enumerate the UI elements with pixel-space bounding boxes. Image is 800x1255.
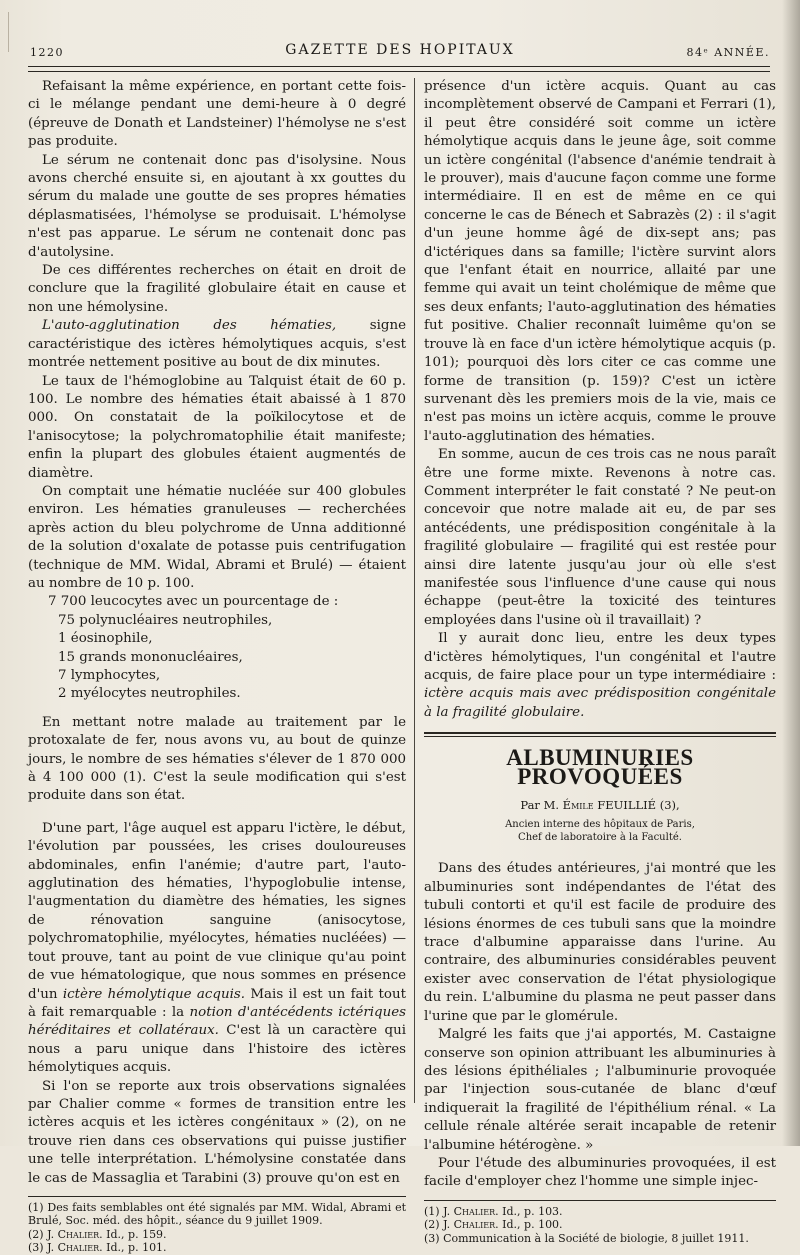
volume-year: 84ᵉ ANNÉE. [686, 46, 770, 59]
paragraph: Le taux de l'hémoglobine au Talquist était de 60 p. 100. Le nombre des hématies était abaissé à 1 870 000. On constatait de la poïkilocytose et de l'anisocytose; la polychromatophilie était manifeste; enfin la plupart des globules étaient augmentés de diamètre. [28, 373, 406, 481]
paragraph: Il y aurait donc lieu, entre les deux types d'ictères hémolytiques, l'un congénital et l'autre acquis, de faire place pour un type intermédiaire : ictère acquis mais avec prédisposition congénitale à la fragilité globulaire. [424, 631, 776, 720]
paragraph: En somme, aucun de ces trois cas ne nous paraît être une forme mixte. Revenons à notre cas. Comment interpréter le fait constaté ? Ne peut-on concevoir que notre malade ait eu, de par ses antécédents, une prédisposition congénitale à la fragilité globulaire — fragilité qui est restée pour ainsi dire latente jusqu'au jour où elle s'est manifestée sous l'influence d'une cause qui nous échappe (peut-être la toxicité des teintures employées dans l'usine où il travaillait) ? [424, 447, 776, 628]
article-title: ALBUMINURIES PROVOQUÉES [506, 745, 694, 789]
journal-title: GAZETTE DES HOPITAUX [285, 42, 515, 58]
leucocyte-formula [28, 593, 406, 703]
binding-shadow [782, 0, 800, 1146]
page-edge-mark [8, 12, 10, 52]
footnote: (2) J. Chalier. Id., p. 100. [424, 1218, 563, 1232]
footnote: (1) J. Chalier. Id., p. 103. [424, 1204, 563, 1218]
list-item: 2 myélocytes neutrophiles. [58, 686, 241, 702]
right-column [424, 78, 776, 1245]
paragraph: Pour l'étude des albuminuries provoquées, il est facile d'employer chez l'homme une simple injec- [424, 1155, 776, 1190]
footnote: (1) Des faits semblables ont été signalés par MM. Widal, Abrami et Brulé, Soc. méd. des hôpit., séance du 9 juillet 1909. [28, 1200, 406, 1228]
list-item: 7 lymphocytes, [58, 668, 161, 683]
left-column [28, 78, 406, 1255]
column-divider [414, 78, 415, 1103]
paragraph: On comptait une hématie nucléée sur 400 globules environ. Les hématies granuleuses — recherchées après action du bleu polychrome de Unna additionné de la solution d'oxalate de potasse puis centrifugation (technique de MM. Widal, Abrami et Brulé) — étaient au nombre de 10 p. 100. [28, 483, 406, 591]
list-intro: 7 700 leucocytes avec un pourcentage de : [48, 594, 339, 610]
section-rule-thin [424, 736, 776, 737]
list-item: 1 éosinophile, [58, 631, 153, 647]
footnote: (3) Communication à la Société de biologie, 8 juillet 1911. [424, 1231, 749, 1245]
footnote-rule [424, 1200, 776, 1201]
author-affiliation: Ancien interne des hôpitaux de Paris, Chef de laboratoire à la Faculté. [505, 819, 695, 844]
list-item: 75 polynucléaires neutrophiles, [58, 612, 273, 628]
header-rule-thin [28, 71, 770, 72]
footnote: (2) J. Chalier. Id., p. 159. [28, 1227, 167, 1241]
paragraph: Si l'on se reporte aux trois observations signalées par Chalier comme « formes de transition entre les ictères acquis et les ictères congénitaux » (2), on ne trouve rien dans ces observations qui puisse justifier une telle interprétation. L'hémolysine constatée dans le cas de Massaglia et Tarabini (3) prouve qu'on est en [28, 1078, 406, 1186]
paragraph: présence d'un ictère acquis. Quant au cas incomplètement observé de Campani et Ferrari (1), il peut être considéré soit comme un ictère hémolytique acquis dans le jeune âge, soit comme un ictère congénital (l'absence d'anémie tendrait à le prouver), mais d'aucune façon comme une forme intermédiaire. Il en est de même en ce qui concerne le cas de Bénech et Sabrazès (2) : il s'agit d'un jeune homme âgé de dix-sept ans; pas d'ictériques dans sa famille; l'ictère survint alors que l'enfant était en nourrice, allaité par une femme qui avait un teint cholémique de même que ses deux enfants; l'auto-agglutination des hématies fut positive. Chalier reconnaît luimême qu'on se trouve là en face d'un ictère hémolytique acquis (p. 101); pourquoi dès lors citer ce cas comme une forme de transition (p. 159)? C'est un ictère survenant dès les premiers mois de la vie, mais ce n'est pas moins un ictère acquis, comme le prouve l'auto-agglutination des hématies. [424, 79, 776, 444]
paragraph: En mettant notre malade au traitement par le protoxalate de fer, nous avons vu, au bout de quinze jours, le nombre de ses hématies s'élever de 1 870 000 à 4 100 000 (1). C'est la seule modification qui s'est produite dans son état. [28, 714, 406, 804]
footnote: (3) J. Chalier. Id., p. 101. [28, 1241, 167, 1255]
paragraph: Dans des études antérieures, j'ai montré que les albuminuries sont indépendantes de l'état des tubuli contorti et qu'il est facile de produire des lésions énormes de ces tubuli sans que la moindre trace d'albumine apparaisse dans l'urine. Au contraire, des albuminuries considérables peuvent exister avec conservation de l'état physiologique du rein. L'albumine du plasma ne peut passer dans l'urine que par le glomérule. [424, 861, 776, 1024]
list-item: 15 grands mononucléaires, [58, 649, 243, 665]
paragraph: L'auto-agglutination des hématies, signe caractéristique des ictères hémolytiques acquis, s'est montrée nettement positive au bout de dix minutes. [28, 318, 406, 371]
paragraph: De ces différentes recherches on était en droit de conclure que la fragilité globulaire était en cause et non une hémolysine. [28, 263, 406, 315]
byline: Par M. Émile FEUILLIÉ (3), [520, 798, 680, 813]
emphasis: L'auto-agglutination des hématies, [42, 318, 337, 334]
page-number: 1220 [30, 46, 64, 59]
paragraph: D'une part, l'âge auquel est apparu l'ictère, le début, l'évolution par poussées, les crises douloureuses abdominales, enfin l'anémie; d'autre part, l'auto-agglutination des hématies, l'hypoglobulie intense, l'augmentation du diamètre des hématies, les signes de rénovation sanguine (anisocytose, polychromatophilie, myélocytes, hématies nucléées) — tout prouve, tant au point de vue clinique qu'au point de vue hématologique, que nous sommes en présence d'un ictère hémolytique acquis. Mais il est un fait tout à fait remarquable : la notion d'antécédents ictériques héréditaires et collatéraux. C'est là un caractère qui nous a paru unique dans l'histoire des ictères hémolytiques acquis. [28, 820, 406, 1076]
page-header [30, 42, 770, 64]
header-rule-thick [28, 66, 770, 67]
paragraph: Refaisant la même expérience, en portant cette fois-ci le mélange pendant une demi-heure à 0 degré (épreuve de Donath et Landsteiner) l'hémolyse ne s'est pas produite. [28, 79, 406, 150]
paragraph: Malgré les faits que j'ai apportés, M. Castaigne conserve son opinion attribuant les albuminuries à des lésions épithéliales ; l'albuminurie provoquée par l'injection sous-cutanée de blanc d'œuf indiquerait la fragilité de l'épithélium rénal. « La cellule rénale altérée serait incapable de retenir l'albumine hétérogène. » [424, 1027, 776, 1153]
section-rule-thick [424, 732, 776, 734]
paragraph: Le sérum ne contenait donc pas d'isolysine. Nous avons cherché ensuite si, en ajoutant à xx gouttes du sérum du malade une goutte de ses propres hématies déplasmatisées, l'hémolyse se produisait. L'hémolyse n'est pas apparue. Le sérum ne contenait donc pas d'autolysine. [28, 152, 406, 260]
footnote-rule [28, 1196, 406, 1197]
